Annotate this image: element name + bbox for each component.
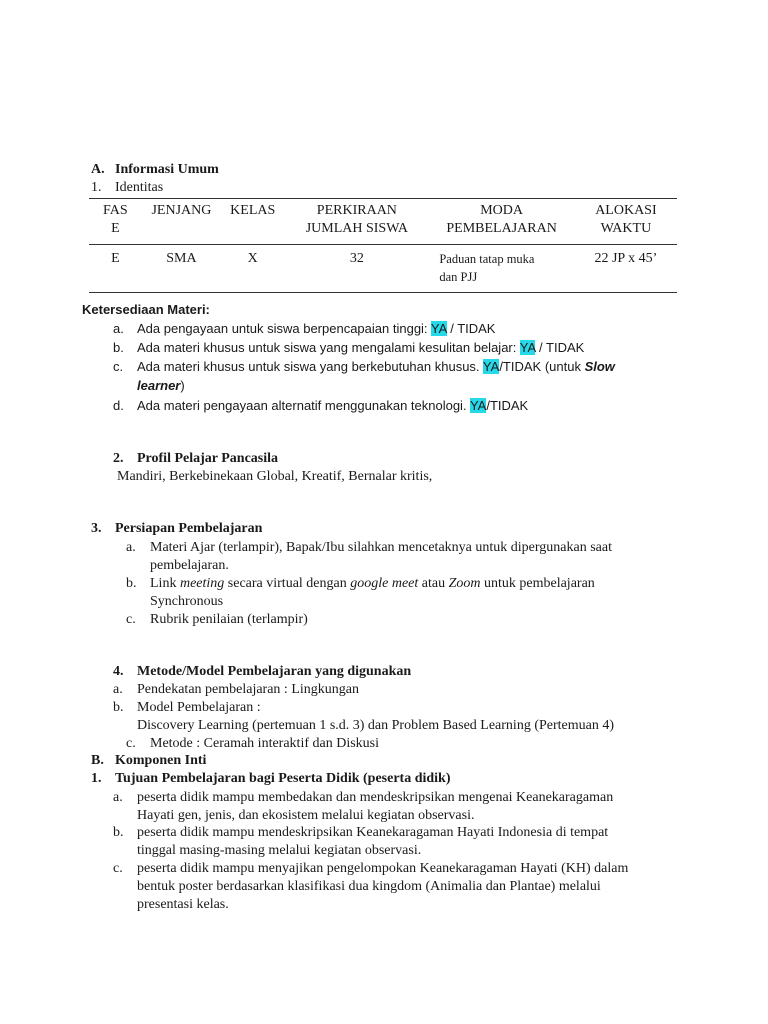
ketersediaan-item-c-cont: learner) bbox=[137, 378, 185, 393]
header-alokasi: ALOKASI WAKTU bbox=[574, 199, 677, 245]
metode-heading: 4. Metode/Model Pembelajaran yang digunakan bbox=[113, 664, 412, 679]
section-a-heading: A. Informasi Umum bbox=[91, 162, 219, 177]
section-b-heading: B. Komponen Inti bbox=[91, 753, 207, 768]
identitas-heading: 1. Identitas bbox=[91, 180, 164, 195]
tujuan-item-b-cont: tinggal masing-masing melalui kegiatan observasi. bbox=[137, 843, 422, 858]
profil-heading: 2. Profil Pelajar Pancasila bbox=[113, 451, 279, 466]
persiapan-item-b-cont: Synchronous bbox=[150, 594, 224, 609]
metode-item-a: a. Pendekatan pembelajaran : Lingkungan bbox=[113, 682, 359, 697]
header-fase: FAS E bbox=[89, 199, 142, 245]
cell-fase: E bbox=[89, 245, 142, 293]
ya-highlight: YA bbox=[430, 321, 447, 336]
tujuan-item-b: b. peserta didik mampu mendeskripsikan Keanekaragaman Hayati Indonesia di tempat bbox=[113, 825, 609, 840]
ya-highlight: YA bbox=[469, 398, 487, 413]
metode-item-c: c. Metode : Ceramah interaktif dan Diskusi bbox=[126, 736, 379, 751]
cell-jumlah: 32 bbox=[285, 245, 429, 293]
tujuan-item-c-cont: bentuk poster berdasarkan klasifikasi dua kingdom (Animalia dan Plantae) melalui bbox=[137, 879, 601, 894]
persiapan-item-a: a. Materi Ajar (terlampir), Bapak/Ibu silahkan mencetaknya untuk dipergunakan saat bbox=[126, 540, 612, 555]
persiapan-item-a-cont: pembelajaran. bbox=[150, 558, 229, 573]
ya-highlight: YA bbox=[519, 340, 536, 355]
header-moda: MODA PEMBELAJARAN bbox=[429, 199, 574, 245]
metode-item-b: b. Model Pembelajaran : bbox=[113, 700, 261, 715]
ketersediaan-item-c: c. Ada materi khusus untuk siswa yang berkebutuhan khusus. YA/TIDAK (untuk Slow bbox=[113, 359, 615, 374]
table-header-row bbox=[89, 199, 677, 245]
cell-moda: Paduan tatap muka dan PJJ bbox=[429, 245, 574, 293]
persiapan-heading: 3. Persiapan Pembelajaran bbox=[91, 521, 263, 536]
ya-highlight: YA bbox=[482, 359, 500, 374]
ketersediaan-item-b: b. Ada materi khusus untuk siswa yang mengalami kesulitan belajar: YA / TIDAK bbox=[113, 340, 585, 355]
ketersediaan-item-d: d. Ada materi pengayaan alternatif menggunakan teknologi. YA/TIDAK bbox=[113, 398, 529, 413]
cell-kelas: X bbox=[221, 245, 285, 293]
header-jumlah: PERKIRAAN JUMLAH SISWA bbox=[285, 199, 429, 245]
cell-jenjang: SMA bbox=[142, 245, 220, 293]
header-kelas: KELAS bbox=[221, 199, 285, 245]
cell-alokasi: 22 JP x 45’ bbox=[574, 245, 677, 293]
identity-table bbox=[89, 198, 677, 293]
metode-item-b-cont: Discovery Learning (pertemuan 1 s.d. 3) dan Problem Based Learning (Pertemuan 4) bbox=[137, 718, 615, 733]
ketersediaan-title: Ketersediaan Materi: bbox=[82, 302, 210, 317]
ketersediaan-item-a: a. Ada pengayaan untuk siswa berpencapaian tinggi: YA / TIDAK bbox=[113, 321, 496, 336]
persiapan-item-b: b. Link meeting secara virtual dengan google meet atau Zoom untuk pembelajaran bbox=[126, 576, 595, 591]
header-jenjang: JENJANG bbox=[142, 199, 220, 245]
tujuan-item-c-cont2: presentasi kelas. bbox=[137, 897, 229, 912]
tujuan-item-c: c. peserta didik mampu menyajikan pengelompokan Keanekaragaman Hayati (KH) dalam bbox=[113, 861, 629, 876]
tujuan-item-a: a. peserta didik mampu membedakan dan mendeskripsikan mengenai Keanekaragaman bbox=[113, 790, 614, 805]
persiapan-item-c: c. Rubrik penilaian (terlampir) bbox=[126, 612, 308, 627]
profil-text: Mandiri, Berkebinekaan Global, Kreatif, Bernalar kritis, bbox=[117, 469, 433, 484]
tujuan-heading: 1. Tujuan Pembelajaran bagi Peserta Didik (peserta didik) bbox=[91, 771, 451, 786]
tujuan-item-a-cont: Hayati gen, jenis, dan ekosistem melalui kegiatan observasi. bbox=[137, 808, 475, 823]
table-row bbox=[89, 245, 677, 293]
